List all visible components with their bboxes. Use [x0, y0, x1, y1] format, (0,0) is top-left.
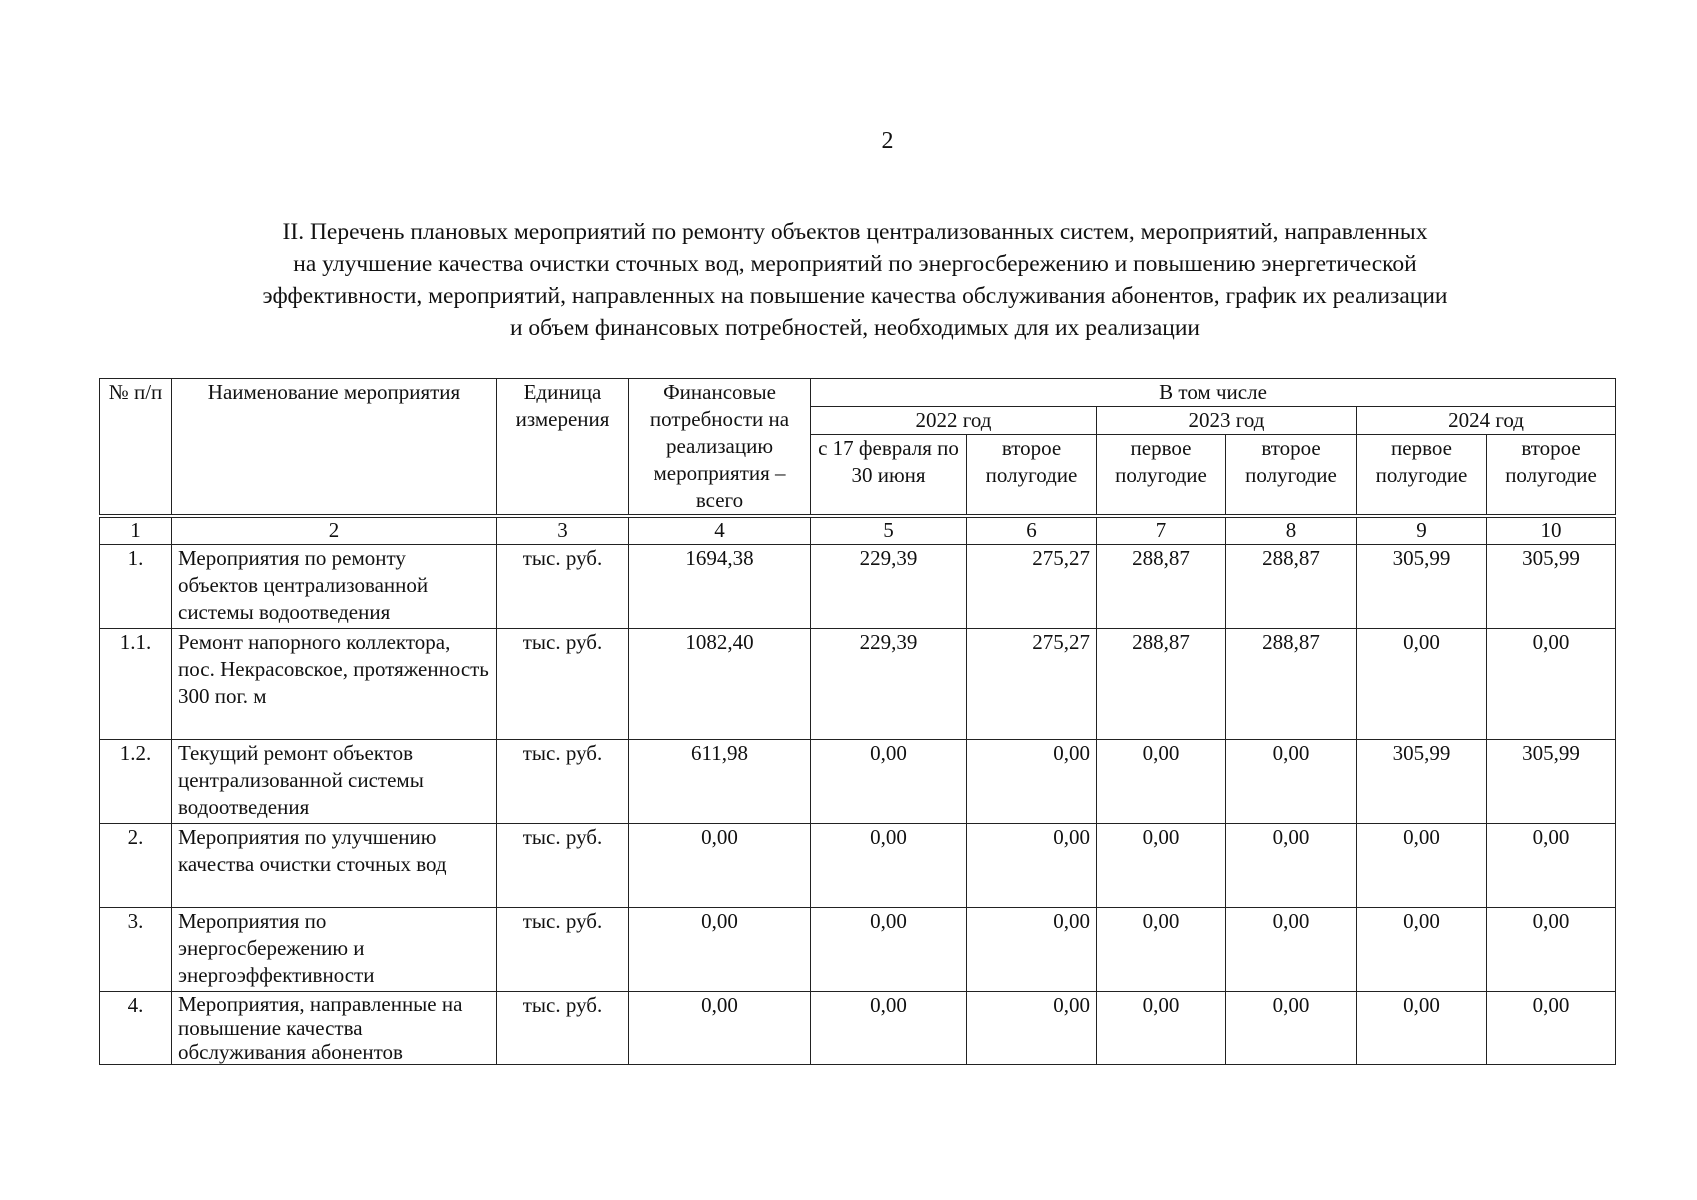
column-index: 4 — [629, 516, 811, 545]
row-total: 0,00 — [629, 908, 811, 992]
table-row — [100, 545, 1616, 629]
row-value: 0,00 — [967, 908, 1097, 992]
title-line: эффективности, мероприятий, направленных на повышение качества обслуживания абонентов, график их реализации — [262, 283, 1448, 309]
row-unit: тыс. руб. — [497, 629, 629, 740]
row-value: 0,00 — [967, 740, 1097, 824]
table-row — [100, 740, 1616, 824]
header-unit: Единица измерения — [497, 379, 629, 517]
row-total: 1082,40 — [629, 629, 811, 740]
row-num: 2. — [100, 824, 172, 908]
row-num: 4. — [100, 992, 172, 1065]
row-value: 0,00 — [1357, 908, 1487, 992]
row-unit: тыс. руб. — [497, 545, 629, 629]
row-value: 0,00 — [1097, 740, 1226, 824]
row-value: 288,87 — [1226, 545, 1357, 629]
row-unit: тыс. руб. — [497, 908, 629, 992]
row-value: 288,87 — [1226, 629, 1357, 740]
row-total: 1694,38 — [629, 545, 811, 629]
row-value: 229,39 — [811, 629, 967, 740]
row-value: 0,00 — [1097, 992, 1226, 1065]
row-value: 0,00 — [1487, 908, 1616, 992]
row-value: 0,00 — [1097, 824, 1226, 908]
row-value: 305,99 — [1357, 545, 1487, 629]
row-name: Мероприятия по энергосбережению и энергоэффективности — [172, 908, 497, 992]
document-title — [120, 216, 1590, 344]
header-year-2023: 2023 год — [1097, 407, 1357, 435]
table-row — [100, 824, 1616, 908]
row-value: 0,00 — [1357, 629, 1487, 740]
row-total: 611,98 — [629, 740, 811, 824]
row-value: 305,99 — [1487, 545, 1616, 629]
row-value: 0,00 — [811, 740, 967, 824]
row-num: 3. — [100, 908, 172, 992]
row-unit: тыс. руб. — [497, 992, 629, 1065]
row-value: 0,00 — [1357, 824, 1487, 908]
row-value: 0,00 — [1226, 908, 1357, 992]
row-name: Текущий ремонт объектов централизованной системы водоотведения — [172, 740, 497, 824]
table-row — [100, 992, 1616, 1065]
header-period: первое полугодие — [1357, 435, 1487, 516]
row-unit: тыс. руб. — [497, 740, 629, 824]
header-name: Наименование мероприятия — [172, 379, 497, 517]
row-value: 288,87 — [1097, 629, 1226, 740]
column-index: 9 — [1357, 516, 1487, 545]
title-line: II. Перечень плановых мероприятий по ремонту объектов централизованных систем, мероприятий, направленных — [282, 219, 1428, 245]
page-number: 2 — [881, 128, 894, 154]
header-year-2022: 2022 год — [811, 407, 1097, 435]
header-num: № п/п — [100, 379, 172, 517]
row-value: 0,00 — [1487, 992, 1616, 1065]
table-row — [100, 908, 1616, 992]
column-index: 7 — [1097, 516, 1226, 545]
row-value: 305,99 — [1487, 740, 1616, 824]
table-row — [100, 629, 1616, 740]
row-value: 229,39 — [811, 545, 967, 629]
header-including: В том числе — [811, 379, 1616, 407]
row-total: 0,00 — [629, 992, 811, 1065]
row-unit: тыс. руб. — [497, 824, 629, 908]
row-value: 0,00 — [1226, 992, 1357, 1065]
column-index: 3 — [497, 516, 629, 545]
column-index-row — [100, 516, 1616, 545]
row-value: 305,99 — [1357, 740, 1487, 824]
row-value: 275,27 — [967, 629, 1097, 740]
column-index: 1 — [100, 516, 172, 545]
row-value: 0,00 — [1097, 908, 1226, 992]
title-line: и объем финансовых потребностей, необходимых для их реализации — [509, 315, 1201, 341]
row-name: Ремонт напорного коллектора, пос. Некрасовское, протяженность 300 пог. м — [172, 629, 497, 740]
column-index: 6 — [967, 516, 1097, 545]
column-index: 2 — [172, 516, 497, 545]
row-value: 0,00 — [967, 992, 1097, 1065]
row-name: Мероприятия, направленные на повышение качества обслуживания абонентов — [172, 992, 497, 1065]
row-name: Мероприятия по улучшению качества очистки сточных вод — [172, 824, 497, 908]
plan-table — [99, 378, 1616, 1065]
header-period: первое полугодие — [1097, 435, 1226, 516]
column-index: 5 — [811, 516, 967, 545]
row-total: 0,00 — [629, 824, 811, 908]
header-period: второе полугодие — [1487, 435, 1616, 516]
row-value: 275,27 — [967, 545, 1097, 629]
header-finance: Финансовые потребности на реализацию мероприятия – всего — [629, 379, 811, 517]
row-value: 0,00 — [1487, 629, 1616, 740]
row-name: Мероприятия по ремонту объектов централизованной системы водоотведения — [172, 545, 497, 629]
row-value: 0,00 — [811, 908, 967, 992]
row-value: 0,00 — [1226, 824, 1357, 908]
row-value: 0,00 — [1357, 992, 1487, 1065]
row-num: 1.1. — [100, 629, 172, 740]
row-num: 1.2. — [100, 740, 172, 824]
row-value: 0,00 — [811, 992, 967, 1065]
row-value: 0,00 — [811, 824, 967, 908]
header-row — [100, 379, 1616, 407]
row-value: 0,00 — [967, 824, 1097, 908]
header-period: второе полугодие — [1226, 435, 1357, 516]
header-year-2024: 2024 год — [1357, 407, 1616, 435]
header-period: с 17 февраля по 30 июня — [811, 435, 967, 516]
row-value: 288,87 — [1097, 545, 1226, 629]
row-num: 1. — [100, 545, 172, 629]
column-index: 10 — [1487, 516, 1616, 545]
column-index: 8 — [1226, 516, 1357, 545]
row-value: 0,00 — [1226, 740, 1357, 824]
header-period: второе полугодие — [967, 435, 1097, 516]
title-line: на улучшение качества очистки сточных вод, мероприятий по энергосбережению и повышению энергетической — [293, 251, 1417, 277]
row-value: 0,00 — [1487, 824, 1616, 908]
